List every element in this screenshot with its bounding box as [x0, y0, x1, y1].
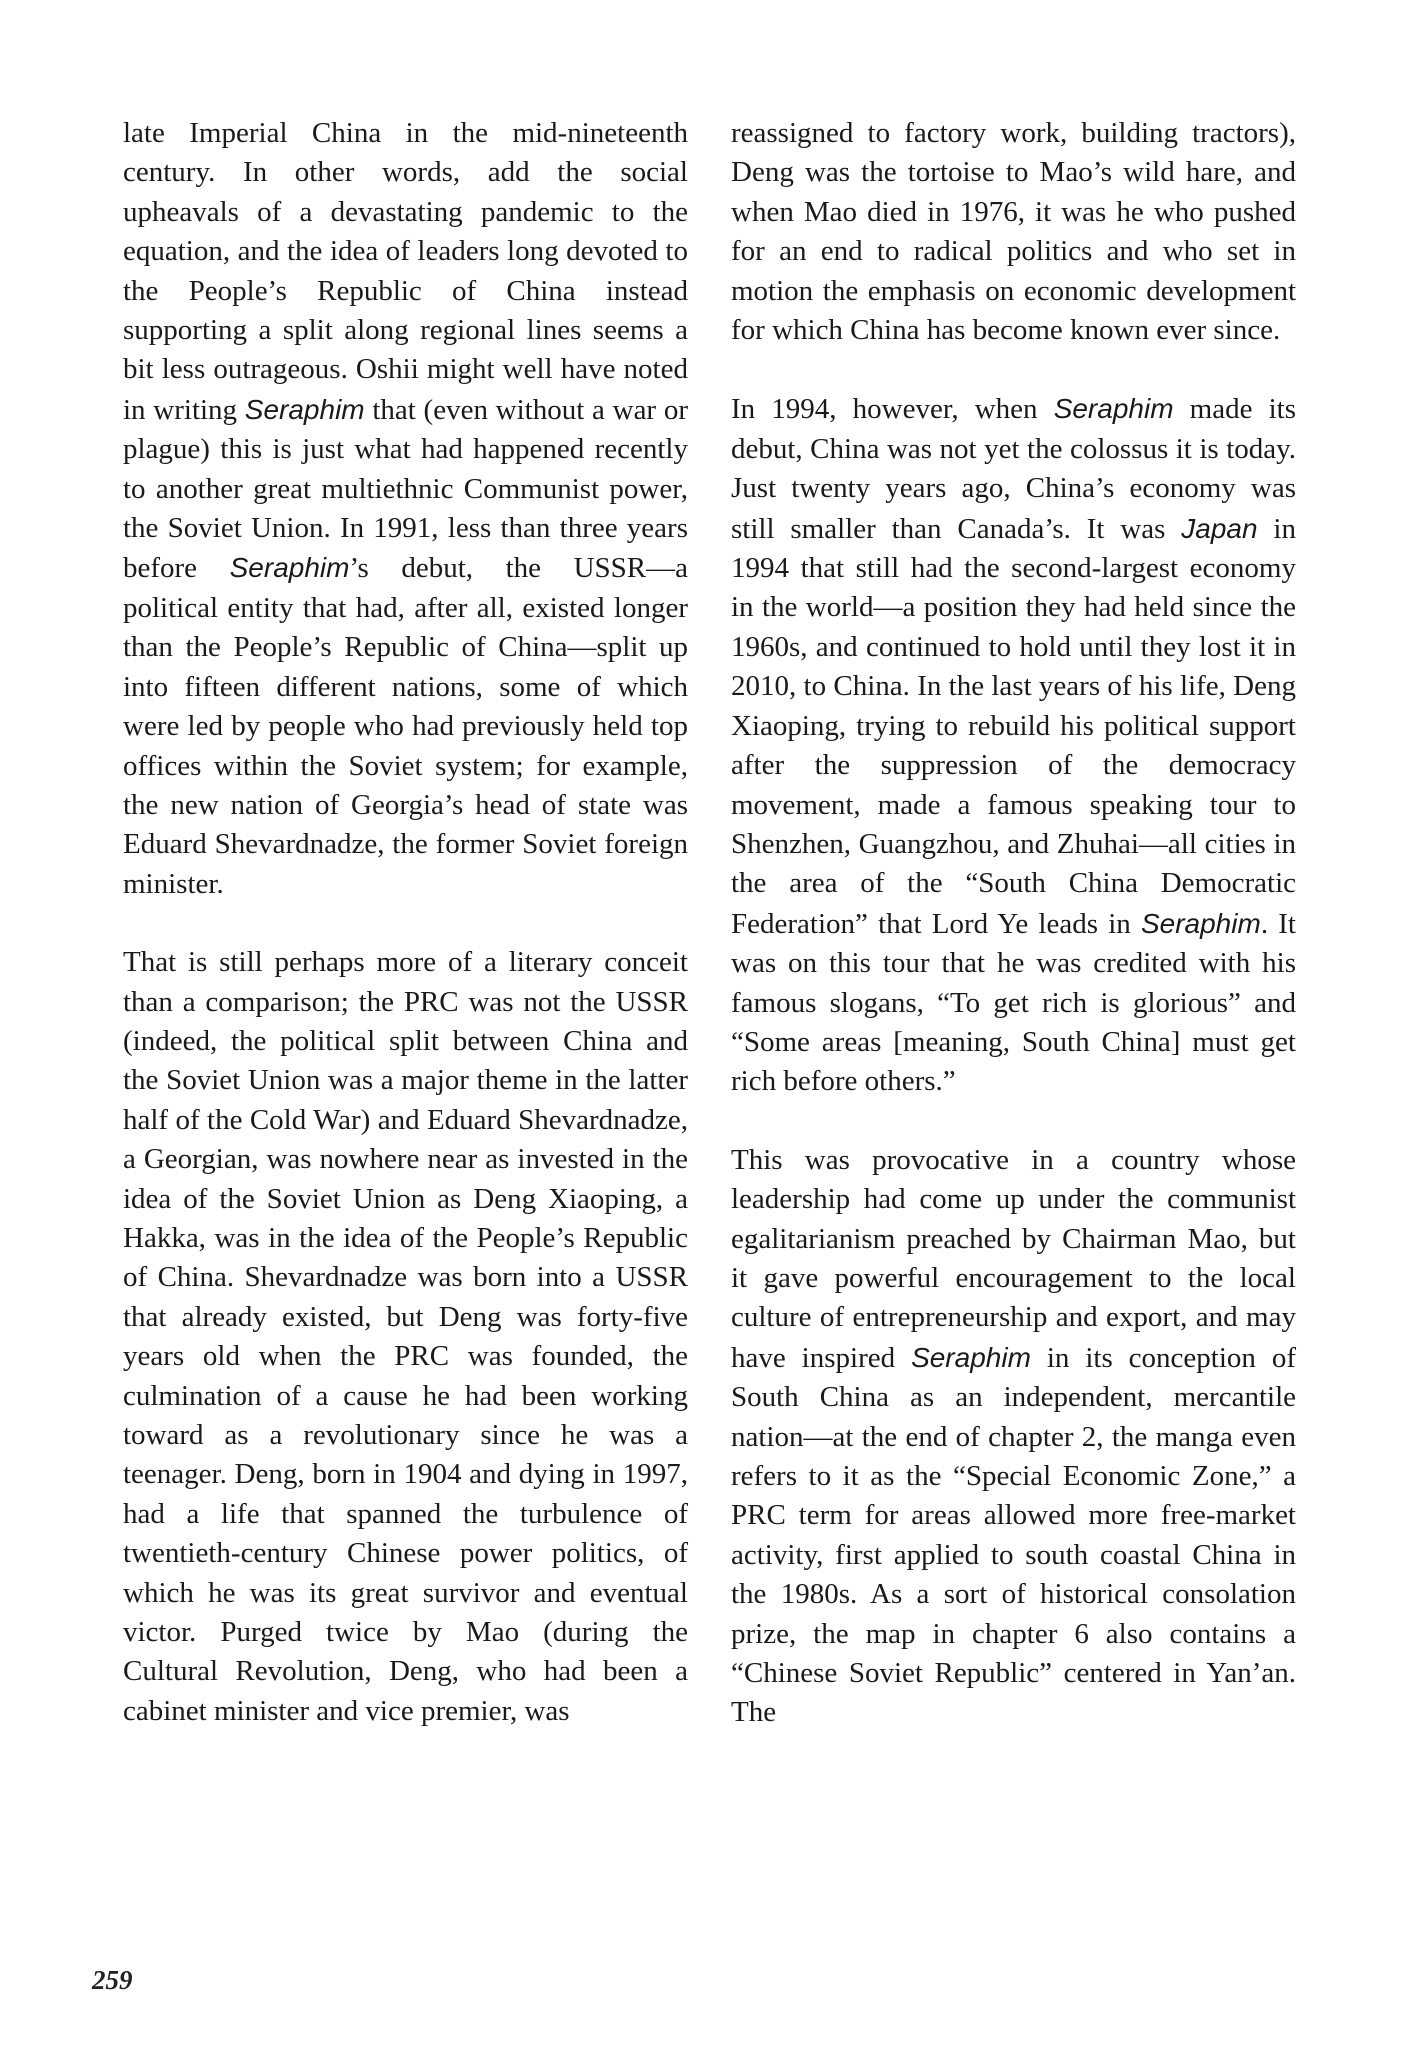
italic-title: Seraphim	[244, 393, 365, 425]
italic-title: Seraphim	[1140, 907, 1261, 939]
paragraph: This was provocative in a country whose leadership had come up under the communist egalitarianism preached by Chairman Mao, but it gave powerful encouragement to the local culture of entrepreneurship and export, and may have inspired Seraphim in its conception of South China as an independent, mercantile nation—at the end of chapter 2, the manga even refers to it as the “Special Economic Zone,” a PRC term for areas allowed more free-market activity, first applied to south coastal China in the 1980s. As a sort of historical consolation prize, the map in chapter 6 also contains a “Chinese Soviet Republic” centered in Yan’an. The	[731, 1143, 1297, 1729]
left-column	[123, 114, 688, 1731]
right-column	[731, 114, 1296, 1733]
italic-title: Japan	[1181, 512, 1258, 544]
paragraph: That is still perhaps more of a literary conceit than a comparison; the PRC was not the USSR (indeed, the political split between China and the Soviet Union was a major theme in the latter half of the Cold War) and Eduard Shevardnadze, a Georgian, was nowhere near as invested in the idea of the Soviet Union as Deng Xiaoping, a Hakka, was in the idea of the People’s Republic of China. Shevardnadze was born into a USSR that already existed, but Deng was forty-five years old when the PRC was founded, the culmination of a cause he had been working toward as a revolutionary since he was a teenager. Deng, born in 1904 and dying in 1997, had a life that spanned the turbulence of twentieth-century Chinese power politics, of which he was its great survivor and eventual victor. Purged twice by Mao (during the Cultural Revolution, Deng, who had been a cabinet minister and vice premier, was	[123, 946, 688, 1727]
page-number: 259	[92, 1965, 133, 1995]
italic-title: Seraphim	[911, 1341, 1031, 1373]
italic-title: Seraphim	[229, 552, 350, 584]
paragraph: late Imperial China in the mid-nineteenth century. In other words, add the social upheavals of a devastating pandemic to the equation, and the idea of leaders long devoted to the People’s Republic of China instead supporting a split along regional lines seems a bit less outrageous. Oshii might well have noted in writing Seraphim that (even without a war or plague) this is just what had happened recently to another great multiethnic Communist power, the Soviet Union. In 1991, less than three years before Seraphim’s debut, the USSR—a political entity that had, after all, existed longer than the People’s Republic of China—split up into fifteen different nations, some of which were led by people who had previously held top offices within the Soviet system; for example, the new nation of Georgia’s head of state was Eduard Shevardnadze, the former Soviet foreign minister.	[123, 117, 688, 900]
paragraph: reassigned to factory work, building tractors), Deng was the tortoise to Mao’s wild hare, and when Mao died in 1976, it was he who pushed for an end to radical politics and who set in motion the emphasis on economic development for which China has become known ever since.	[731, 117, 1296, 347]
paragraph: In 1994, however, when Seraphim made its debut, China was not yet the colossus it is today. Just twenty years ago, China’s economy was still smaller than Canada’s. It was Japan in 1994 that still had the second-largest economy in the world—a position they had held since the 1960s, and continued to hold until they lost it in 2010, to China. In the last years of his life, Deng Xiaoping, trying to rebuild his political support after the suppression of the democracy movement, made a famous speaking tour to Shenzhen, Guangzhou, and Zhuhai—all cities in the area of the “South China Democratic Federation” that Lord Ye leads in Seraphim. It was on this tour that he was credited with his famous slogans, “To get rich is glorious” and “Some areas [meaning, South China] must get rich before others.”	[731, 393, 1296, 1098]
italic-title: Seraphim	[1053, 393, 1174, 425]
